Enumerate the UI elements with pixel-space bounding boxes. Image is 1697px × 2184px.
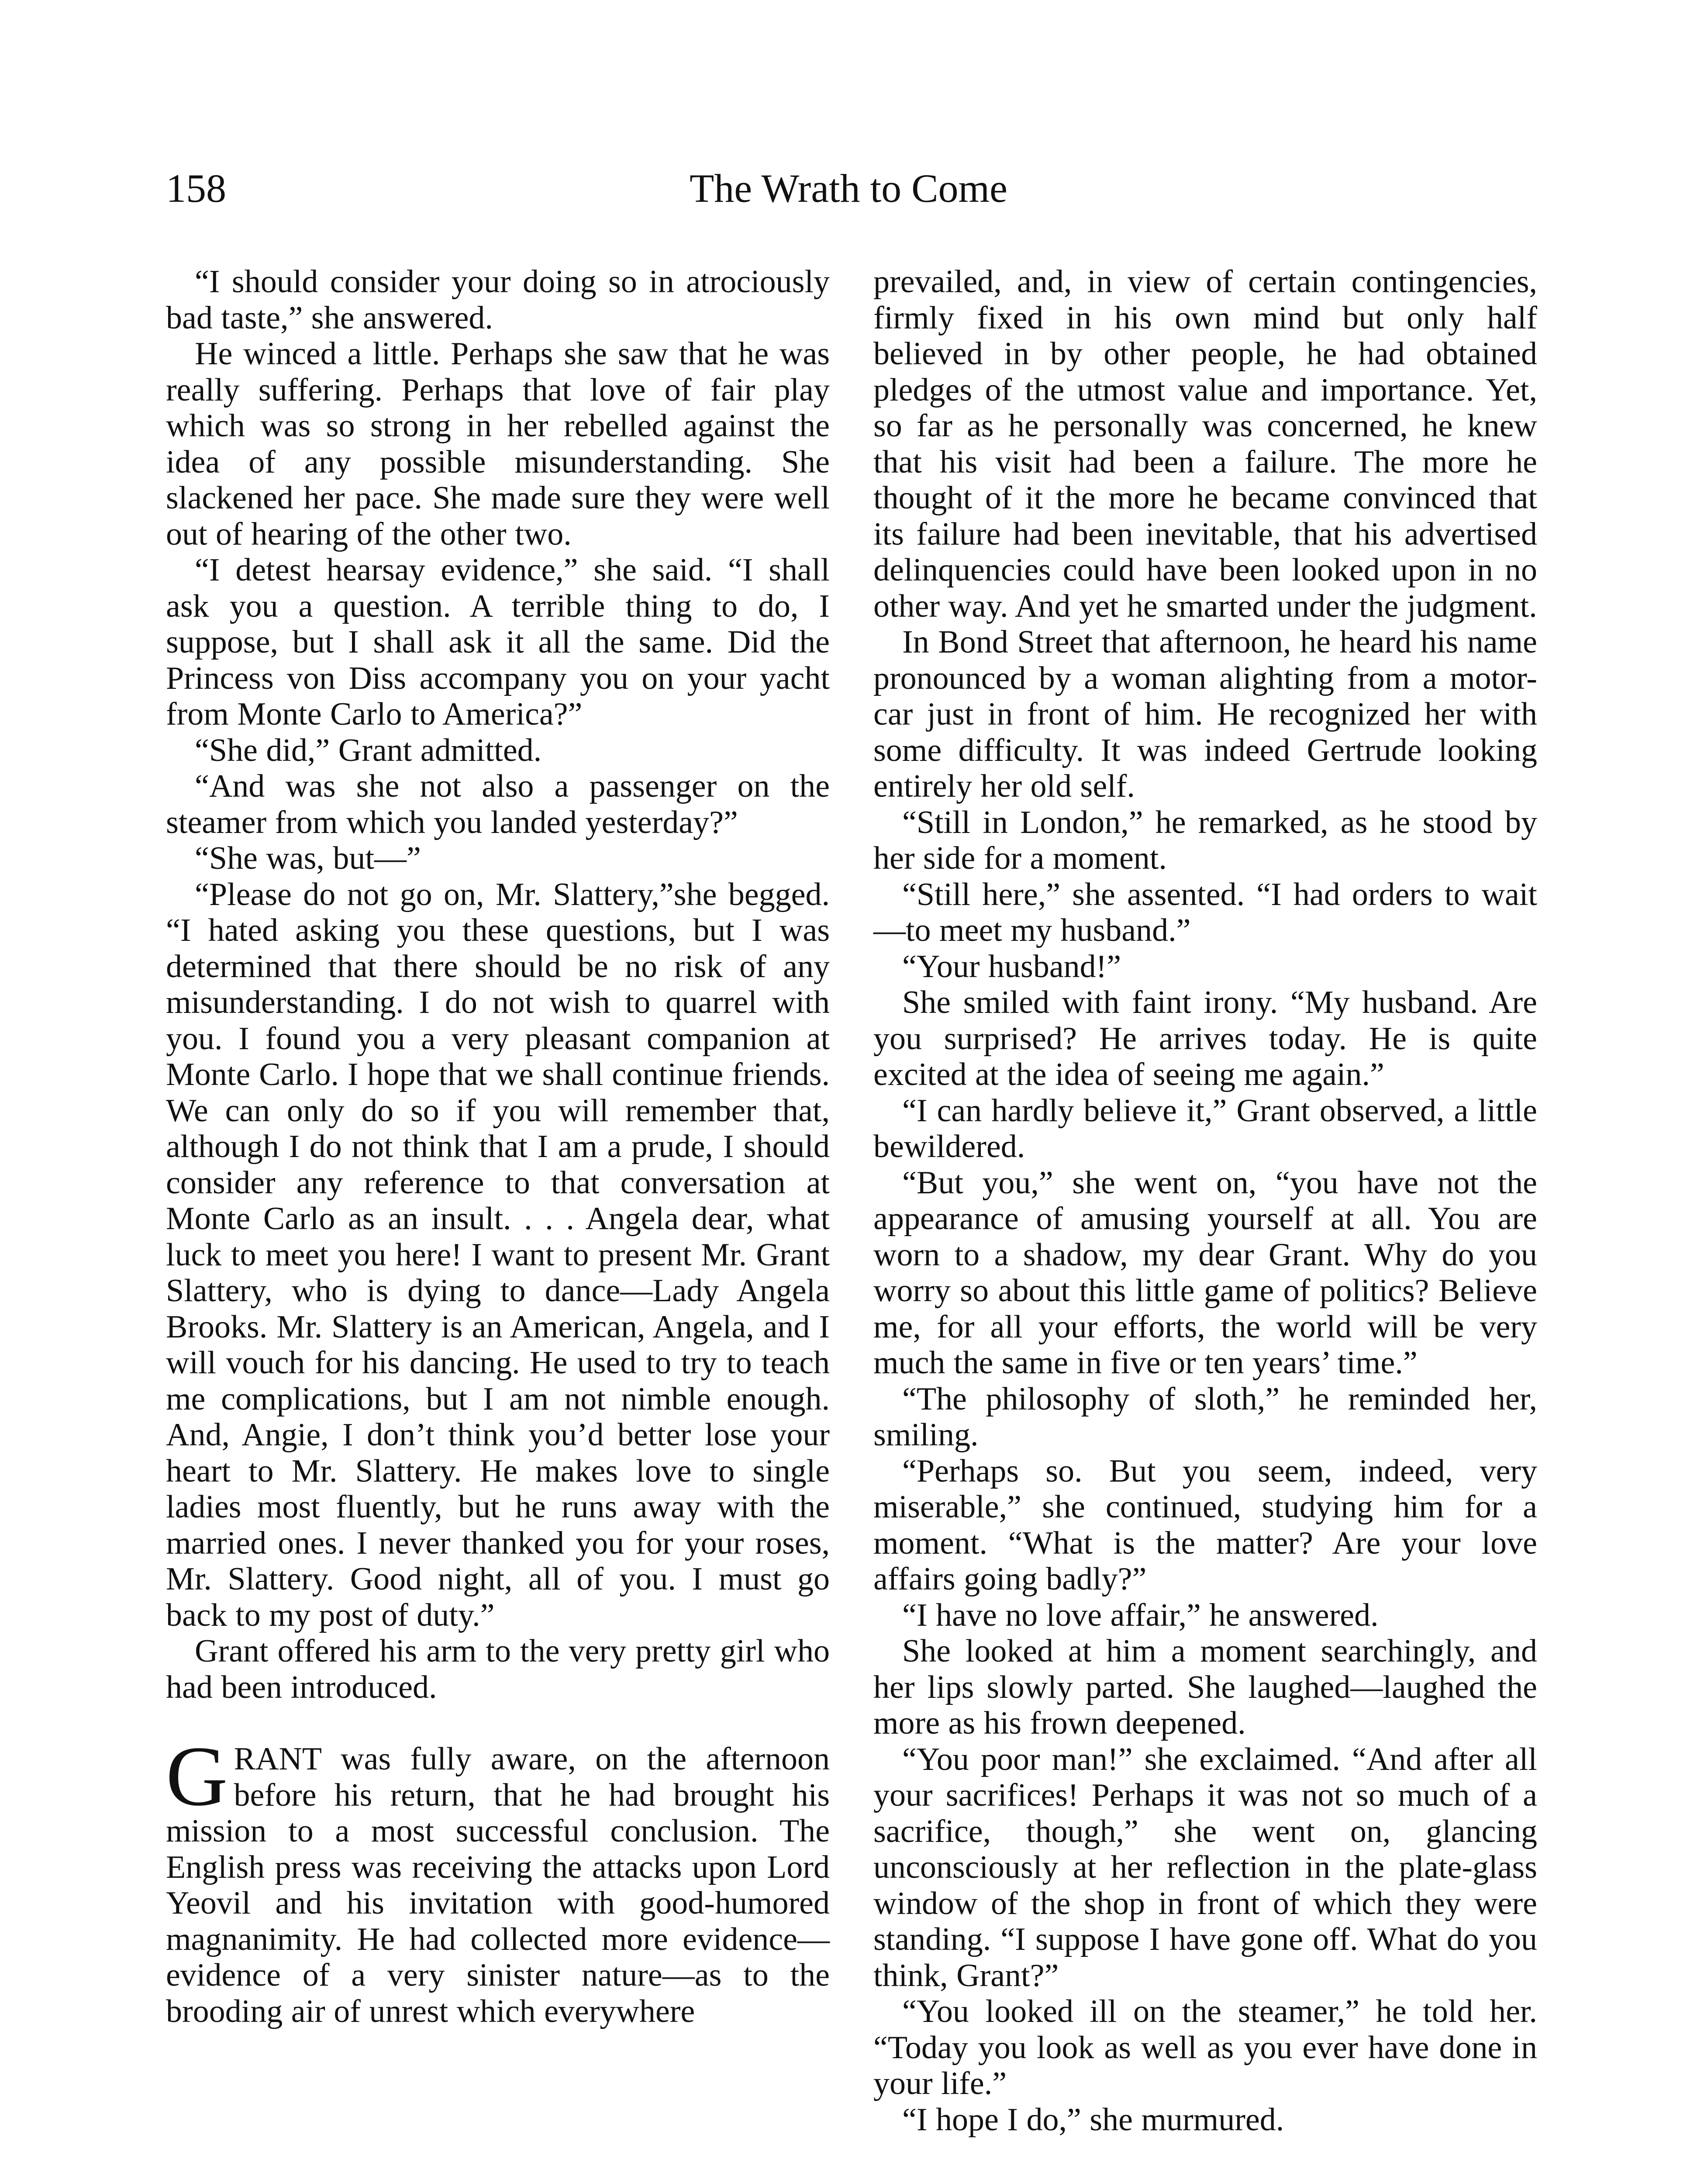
paragraph: “Please do not go on, Mr. Slattery,”she begged. “I hated asking you these questions, but I was determined that there should be no risk of any misunderstanding. I do not wish to quarrel with you. I found you a very pleasant companion at Monte Carlo. I hope that we shall continue friends. We can only do so if you will remember that, although I do not think that I am a prude, I should consider any reference to that conversation at Monte Carlo as an insult. . . . Angela dear, what luck to meet you here! I want to present Mr. Grant Slattery, who is dying to dance—Lady Angela Brooks. Mr. Slattery is an American, Angela, and I will vouch for his dancing. He used to try to teach me complications, but I am not nimble enough. And, Angie, I don’t think you’d better lose your heart to Mr. Slattery. He makes love to single ladies most fluently, but he runs away with the married ones. I never thanked you for your roses, Mr. Slattery. Good night, all of you. I must go back to my post of duty.” bbox=[166, 876, 830, 1633]
section-paragraph-text: was fully aware, on the afternoon before his return, that he had brought his mission to a most successful conclusion. The English press was receiving the attacks upon Lord Yeovil and his invitation with good-humored magnanimity. He had collected more evidence—evidence of a very sinister nature—as to the brooding air of unrest which everywhere bbox=[166, 1741, 830, 2029]
paragraph: “Perhaps so. But you seem, indeed, very miserable,” she continued, studying him for a moment. “What is the matter? Are your love affairs going badly?” bbox=[873, 1453, 1537, 1597]
paragraph: “And was she not also a passenger on the steamer from which you landed yesterday?” bbox=[166, 768, 830, 840]
paragraph: “Your husband!” bbox=[902, 948, 1121, 985]
paragraph: “You looked ill on the steamer,” he told her. “Today you look as well as you ever have done in your life.” bbox=[873, 1994, 1537, 2101]
drop-cap-word-rest: RANT bbox=[234, 1741, 321, 1777]
paragraph: In Bond Street that afternoon, he heard his name pronounced by a woman alighting from a motor-car just in front of him. He recognized her with some difficulty. It was indeed Gertrude looking entirely her old self. bbox=[873, 624, 1537, 804]
paragraph: “But you,” she went on, “you have not the appearance of amusing yourself at all. You are worn to a shadow, my dear Grant. Why do you worry so about this little game of politics? Believe me, for all your efforts, the world will be very much the same in five or ten years’ time.” bbox=[873, 1165, 1537, 1381]
paragraph: “The philosophy of sloth,” he reminded her, smiling. bbox=[873, 1381, 1537, 1453]
paragraph: She smiled with faint irony. “My husband. Are you surprised? He arrives today. He is quite excited at the idea of seeing me again.” bbox=[873, 985, 1537, 1092]
paragraph: He winced a little. Perhaps she saw that he was really suffering. Perhaps that love of fair play which was so strong in her rebelled against the idea of any possible misunderstanding. She slackened her pace. She made sure they were well out of hearing of the other two. bbox=[166, 336, 830, 552]
paragraph: “Still here,” she assented. “I had orders to wait—to meet my husband.” bbox=[873, 876, 1537, 948]
paragraph: “You poor man!” she exclaimed. “And after all your sacrifices! Perhaps it was not so much of a sacrifice, though,” she went on, glancing unconsciously at her reflection in the plate-glass window of the shop in front of which they were standing. “I suppose I have gone off. What do you think, Grant?” bbox=[873, 1741, 1537, 1994]
paragraph: “Still in London,” he remarked, as he stood by her side for a moment. bbox=[873, 804, 1537, 876]
right-column bbox=[873, 264, 1537, 2138]
paragraph: She looked at him a moment searchingly, and her lips slowly parted. She laughed—laughed the more as his frown deepened. bbox=[873, 1633, 1537, 1741]
paragraph: Grant offered his arm to the very pretty girl who had been introduced. bbox=[166, 1633, 830, 1705]
section-opening-paragraph bbox=[166, 1729, 830, 2029]
drop-cap: G bbox=[166, 1729, 228, 1824]
paragraph-continued: prevailed, and, in view of certain contingencies, firmly fixed in his own mind but only half believed in by other people, he had obtained pledges of the utmost value and importance. Yet, so far as he personally was concerned, he knew that his visit had been a failure. The more he thought of it the more he became convinced that its failure had been inevitable, that his advertised delinquencies could have been looked upon in no other way. And yet he smarted under the judgment. bbox=[873, 264, 1537, 624]
paragraph: “I can hardly believe it,” Grant observed, a little bewildered. bbox=[873, 1092, 1537, 1165]
running-title: The Wrath to Come bbox=[690, 166, 1007, 211]
paragraph: “I should consider your doing so in atrociously bad taste,” she answered. bbox=[166, 264, 830, 336]
left-column bbox=[166, 264, 830, 2029]
paragraph: “I have no love affair,” he answered. bbox=[902, 1597, 1379, 1633]
paragraph: “I hope I do,” she murmured. bbox=[902, 2101, 1284, 2138]
paragraph: “I detest hearsay evidence,” she said. “I shall ask you a question. A terrible thing to do, I suppose, but I shall ask it all the same. Did the Princess von Diss accompany you on your yacht from Monte Carlo to America?” bbox=[166, 552, 830, 732]
paragraph: “She was, but—” bbox=[195, 840, 421, 876]
paragraph: “She did,” Grant admitted. bbox=[195, 732, 542, 768]
page-number: 158 bbox=[166, 166, 226, 211]
